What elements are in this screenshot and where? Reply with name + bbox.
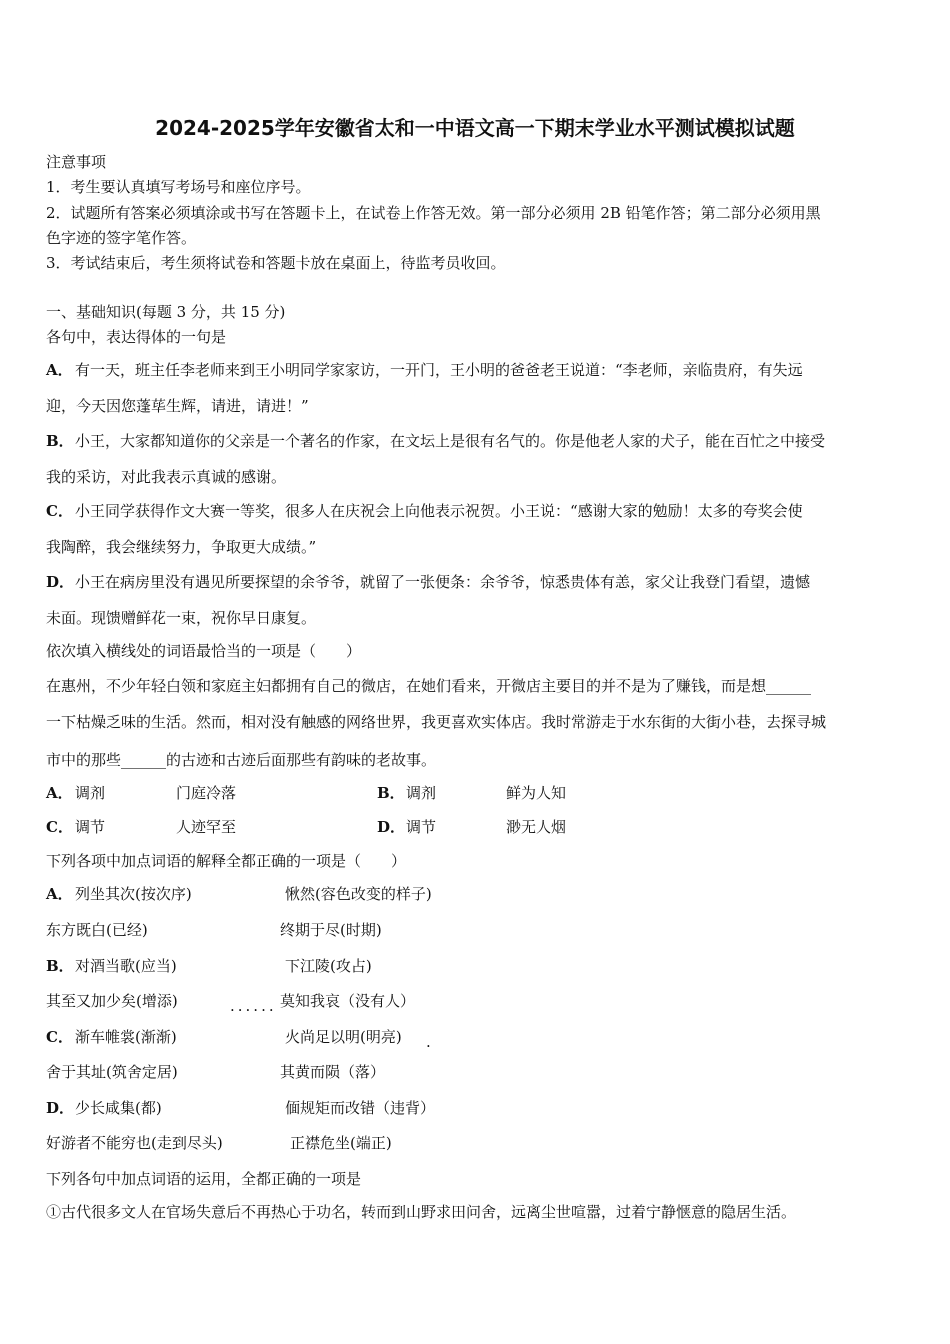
option-word: 鲜为人知 [506, 784, 567, 802]
option-text: 小王在病房里没有遇见所要探望的余爷爷，就留了一张便条：余爷爷，惊悉贵体有恙，家父让我登门看望，遗憾 [75, 573, 811, 591]
question-stem: 下列各项中加点词语的解释全都正确的一项是（ ） [46, 852, 407, 870]
option-text: 渐车帷裳(渐渐) [75, 1028, 177, 1046]
passage-text: 在惠州，不少年轻白领和家庭主妇都拥有自己的微店，在她们看来，开微店主要目的并不是为了赚钱，而是想______ [46, 677, 812, 695]
section-heading: 一、基础知识(每题 3 分，共 15 分) [46, 303, 286, 321]
option-label: D． [377, 818, 406, 836]
question-stem: 下列各句中加点词语的运用，全都正确的一项是 [46, 1170, 362, 1188]
option-word: 调剂 [406, 784, 437, 802]
option-text: 列坐其次(按次序) [75, 885, 192, 903]
option-label: A． [46, 885, 73, 903]
option-text: 偭规矩而改错（违背） [285, 1099, 436, 1117]
option-text: 愀然(容色改变的样子) [285, 885, 432, 903]
option-label: B． [377, 784, 405, 802]
option-text: 好游者不能穷也(走到尽头) [46, 1134, 223, 1152]
option-text: 我陶醉，我会继续努力，争取更大成绩。” [46, 538, 317, 556]
page-title: 2024-2025学年安徽省太和一中语文高一下期末学业水平测试模拟试题 [155, 116, 795, 140]
option-word: 渺无人烟 [506, 818, 567, 836]
option-word: 调节 [406, 818, 437, 836]
question-stem: 依次填入横线处的词语最恰当的一项是（ ） [46, 642, 362, 660]
option-label: B． [46, 432, 74, 450]
notice-item: 3．考试结束后，考生须将试卷和答题卡放在桌面上，待监考员收回。 [46, 254, 506, 272]
option-text: 我的采访，对此我表示真诚的感谢。 [46, 468, 287, 486]
option-label: D． [46, 1099, 75, 1117]
notice-item: 2．试题所有答案必须填涂或书写在答题卡上，在试卷上作答无效。第一部分必须用 2B 铅笔作答；第二部分必须用黑 [46, 204, 821, 222]
question-stem: 各句中，表达得体的一句是 [46, 328, 227, 346]
option-label: A． [46, 784, 73, 802]
option-word: 调节 [75, 818, 106, 836]
option-text: 少长咸集(都) [75, 1099, 162, 1117]
option-text: 其黄而陨（落） [280, 1063, 386, 1081]
option-word: 调剂 [75, 784, 106, 802]
option-text: 正襟危坐(端正) [290, 1134, 392, 1152]
notice-item: 色字迹的签字笔作答。 [46, 229, 197, 247]
option-text: 下江陵(攻占) [285, 957, 372, 975]
option-label: C． [46, 818, 73, 836]
passage-text: 一下枯燥乏味的生活。然而，相对没有触感的网络世界，我更喜欢实体店。我时常游走于水东街的大街小巷，去探寻城 [46, 713, 827, 731]
option-text: 迎，今天因您蓬荜生辉，请进，请进！” [46, 397, 309, 415]
passage-text: 市中的那些______的古迹和古迹后面那些有韵味的老故事。 [46, 751, 437, 769]
option-text: 终期于尽(时期) [280, 921, 382, 939]
option-text: 小王同学获得作文大赛一等奖，很多人在庆祝会上向他表示祝贺。小王说：“感谢大家的勉励！太多的夸奖会使 [75, 502, 803, 520]
option-text: 东方既白(已经) [46, 921, 148, 939]
notice-item: 1．考生要认真填写考场号和座位序号。 [46, 178, 311, 196]
option-text: 对酒当歌(应当) [75, 957, 177, 975]
option-text: 莫知我哀（没有人） [280, 992, 416, 1010]
option-label: A． [46, 361, 73, 379]
option-text: 舍于其址(筑舍定居) [46, 1063, 178, 1081]
option-text: 有一天，班主任李老师来到王小明同学家家访，一开门，王小明的爸爸老王说道：“李老师，亲临贵府，有失远 [75, 361, 803, 379]
emphasis-dot: . [426, 1033, 431, 1051]
option-text: 小王，大家都知道你的父亲是一个著名的作家，在文坛上是很有名气的。你是他老人家的犬子，能在百忙之中接受 [75, 432, 826, 450]
notice-heading: 注意事项 [46, 153, 107, 171]
option-label: D． [46, 573, 75, 591]
option-word: 门庭冷落 [176, 784, 237, 802]
option-label: B． [46, 957, 74, 975]
option-text: 未面。现馈赠鲜花一束，祝你早日康复。 [46, 609, 317, 627]
option-word: 人迹罕至 [176, 818, 237, 836]
option-text: 火尚足以明(明亮) [285, 1028, 402, 1046]
option-label: C． [46, 502, 73, 520]
option-label: C． [46, 1028, 73, 1046]
list-item: ①古代很多文人在官场失意后不再热心于功名，转而到山野求田问舍，远离尘世喧嚣，过着宁静惬意的隐居生活。 [46, 1203, 797, 1221]
emphasis-dots: ...... [230, 997, 277, 1015]
option-text: 其至又加少矣(增添) [46, 992, 178, 1010]
